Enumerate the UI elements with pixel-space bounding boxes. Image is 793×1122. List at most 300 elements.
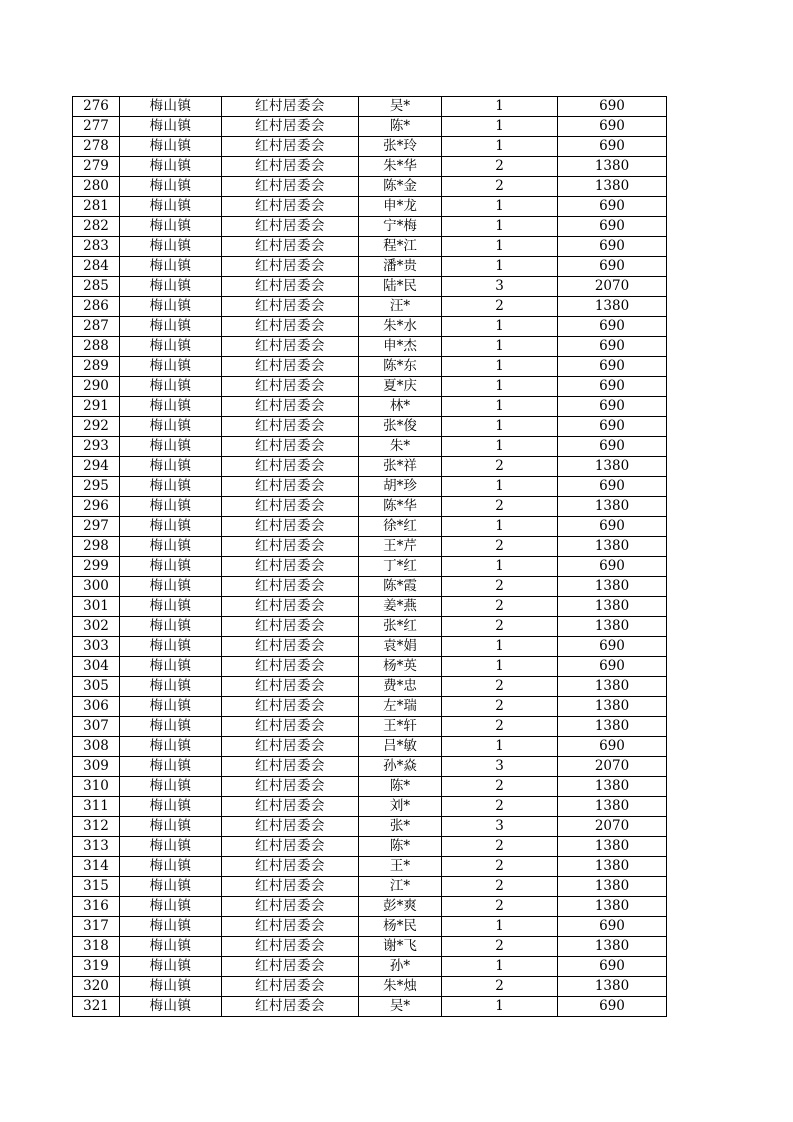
- household-count-cell: 1: [442, 997, 558, 1017]
- town-cell: 梅山镇: [120, 657, 222, 677]
- table-row: [73, 797, 667, 817]
- amount-cell: 1380: [558, 157, 667, 177]
- table-row: [73, 257, 667, 277]
- row-number-cell: 307: [73, 717, 120, 737]
- name-cell: 夏*庆: [359, 377, 442, 397]
- town-cell: 梅山镇: [120, 617, 222, 637]
- table-row: [73, 637, 667, 657]
- amount-cell: 1380: [558, 177, 667, 197]
- amount-cell: 690: [558, 197, 667, 217]
- table-row: [73, 317, 667, 337]
- household-count-cell: 1: [442, 197, 558, 217]
- household-count-cell: 2: [442, 977, 558, 997]
- household-count-cell: 1: [442, 477, 558, 497]
- town-cell: 梅山镇: [120, 237, 222, 257]
- row-number-cell: 309: [73, 757, 120, 777]
- community-cell: 红村居委会: [222, 237, 359, 257]
- name-cell: 陈*华: [359, 497, 442, 517]
- town-cell: 梅山镇: [120, 757, 222, 777]
- row-number-cell: 285: [73, 277, 120, 297]
- household-count-cell: 2: [442, 577, 558, 597]
- name-cell: 费*忠: [359, 677, 442, 697]
- amount-cell: 1380: [558, 297, 667, 317]
- amount-cell: 1380: [558, 877, 667, 897]
- community-cell: 红村居委会: [222, 277, 359, 297]
- amount-cell: 1380: [558, 717, 667, 737]
- amount-cell: 690: [558, 217, 667, 237]
- household-count-cell: 1: [442, 117, 558, 137]
- table-row: [73, 857, 667, 877]
- table-row: [73, 237, 667, 257]
- row-number-cell: 279: [73, 157, 120, 177]
- row-number-cell: 319: [73, 957, 120, 977]
- household-count-cell: 2: [442, 897, 558, 917]
- community-cell: 红村居委会: [222, 117, 359, 137]
- table-row: [73, 557, 667, 577]
- town-cell: 梅山镇: [120, 717, 222, 737]
- row-number-cell: 320: [73, 977, 120, 997]
- amount-cell: 1380: [558, 577, 667, 597]
- household-count-cell: 2: [442, 677, 558, 697]
- name-cell: 刘*: [359, 797, 442, 817]
- name-cell: 程*江: [359, 237, 442, 257]
- amount-cell: 1380: [558, 677, 667, 697]
- row-number-cell: 313: [73, 837, 120, 857]
- name-cell: 谢*飞: [359, 937, 442, 957]
- row-number-cell: 318: [73, 937, 120, 957]
- name-cell: 胡*珍: [359, 477, 442, 497]
- name-cell: 杨*民: [359, 917, 442, 937]
- town-cell: 梅山镇: [120, 397, 222, 417]
- row-number-cell: 299: [73, 557, 120, 577]
- household-count-cell: 1: [442, 97, 558, 117]
- table-row: [73, 477, 667, 497]
- row-number-cell: 293: [73, 437, 120, 457]
- table-row: [73, 457, 667, 477]
- amount-cell: 690: [558, 317, 667, 337]
- row-number-cell: 296: [73, 497, 120, 517]
- table-row: [73, 717, 667, 737]
- community-cell: 红村居委会: [222, 837, 359, 857]
- row-number-cell: 315: [73, 877, 120, 897]
- name-cell: 吴*: [359, 97, 442, 117]
- town-cell: 梅山镇: [120, 697, 222, 717]
- amount-cell: 1380: [558, 837, 667, 857]
- household-count-cell: 2: [442, 457, 558, 477]
- table-row: [73, 437, 667, 457]
- name-cell: 张*: [359, 817, 442, 837]
- table-row: [73, 957, 667, 977]
- town-cell: 梅山镇: [120, 217, 222, 237]
- name-cell: 陈*东: [359, 357, 442, 377]
- name-cell: 江*: [359, 877, 442, 897]
- community-cell: 红村居委会: [222, 537, 359, 557]
- amount-cell: 1380: [558, 497, 667, 517]
- community-cell: 红村居委会: [222, 937, 359, 957]
- table-row: [73, 277, 667, 297]
- town-cell: 梅山镇: [120, 537, 222, 557]
- household-count-cell: 2: [442, 797, 558, 817]
- household-count-cell: 1: [442, 317, 558, 337]
- community-cell: 红村居委会: [222, 557, 359, 577]
- amount-cell: 690: [558, 137, 667, 157]
- name-cell: 朱*烛: [359, 977, 442, 997]
- row-number-cell: 308: [73, 737, 120, 757]
- table-row: [73, 197, 667, 217]
- town-cell: 梅山镇: [120, 997, 222, 1017]
- table-row: [73, 177, 667, 197]
- household-count-cell: 1: [442, 437, 558, 457]
- household-count-cell: 1: [442, 557, 558, 577]
- amount-cell: 690: [558, 397, 667, 417]
- row-number-cell: 284: [73, 257, 120, 277]
- community-cell: 红村居委会: [222, 637, 359, 657]
- row-number-cell: 305: [73, 677, 120, 697]
- row-number-cell: 286: [73, 297, 120, 317]
- household-count-cell: 2: [442, 617, 558, 637]
- name-cell: 朱*水: [359, 317, 442, 337]
- community-cell: 红村居委会: [222, 617, 359, 637]
- town-cell: 梅山镇: [120, 97, 222, 117]
- amount-cell: 690: [558, 257, 667, 277]
- table-row: [73, 497, 667, 517]
- town-cell: 梅山镇: [120, 797, 222, 817]
- row-number-cell: 306: [73, 697, 120, 717]
- amount-cell: 690: [558, 657, 667, 677]
- table-row: [73, 537, 667, 557]
- name-cell: 杨*英: [359, 657, 442, 677]
- community-cell: 红村居委会: [222, 337, 359, 357]
- table-row: [73, 357, 667, 377]
- table-row: [73, 377, 667, 397]
- household-count-cell: 2: [442, 837, 558, 857]
- row-number-cell: 280: [73, 177, 120, 197]
- household-count-cell: 1: [442, 737, 558, 757]
- row-number-cell: 294: [73, 457, 120, 477]
- town-cell: 梅山镇: [120, 777, 222, 797]
- name-cell: 王*芹: [359, 537, 442, 557]
- household-count-cell: 1: [442, 257, 558, 277]
- row-number-cell: 314: [73, 857, 120, 877]
- name-cell: 袁*娟: [359, 637, 442, 657]
- community-cell: 红村居委会: [222, 257, 359, 277]
- table-body: [73, 97, 667, 1017]
- amount-cell: 1380: [558, 897, 667, 917]
- row-number-cell: 287: [73, 317, 120, 337]
- town-cell: 梅山镇: [120, 137, 222, 157]
- table-row: [73, 877, 667, 897]
- amount-cell: 1380: [558, 857, 667, 877]
- row-number-cell: 276: [73, 97, 120, 117]
- row-number-cell: 278: [73, 137, 120, 157]
- household-count-cell: 2: [442, 877, 558, 897]
- town-cell: 梅山镇: [120, 517, 222, 537]
- community-cell: 红村居委会: [222, 737, 359, 757]
- amount-cell: 1380: [558, 597, 667, 617]
- row-number-cell: 316: [73, 897, 120, 917]
- amount-cell: 1380: [558, 937, 667, 957]
- amount-cell: 690: [558, 417, 667, 437]
- table-row: [73, 997, 667, 1017]
- data-table: [72, 96, 667, 1017]
- town-cell: 梅山镇: [120, 497, 222, 517]
- community-cell: 红村居委会: [222, 817, 359, 837]
- table-row: [73, 917, 667, 937]
- amount-cell: 690: [558, 637, 667, 657]
- table-row: [73, 777, 667, 797]
- table-row: [73, 337, 667, 357]
- household-count-cell: 2: [442, 537, 558, 557]
- community-cell: 红村居委会: [222, 397, 359, 417]
- name-cell: 申*龙: [359, 197, 442, 217]
- amount-cell: 690: [558, 337, 667, 357]
- household-count-cell: 1: [442, 957, 558, 977]
- community-cell: 红村居委会: [222, 437, 359, 457]
- household-count-cell: 2: [442, 777, 558, 797]
- town-cell: 梅山镇: [120, 637, 222, 657]
- town-cell: 梅山镇: [120, 557, 222, 577]
- town-cell: 梅山镇: [120, 857, 222, 877]
- table-row: [73, 697, 667, 717]
- name-cell: 陈*: [359, 117, 442, 137]
- row-number-cell: 304: [73, 657, 120, 677]
- table-row: [73, 837, 667, 857]
- name-cell: 申*杰: [359, 337, 442, 357]
- household-count-cell: 1: [442, 237, 558, 257]
- table-row: [73, 737, 667, 757]
- name-cell: 张*祥: [359, 457, 442, 477]
- community-cell: 红村居委会: [222, 477, 359, 497]
- row-number-cell: 281: [73, 197, 120, 217]
- community-cell: 红村居委会: [222, 897, 359, 917]
- row-number-cell: 292: [73, 417, 120, 437]
- row-number-cell: 295: [73, 477, 120, 497]
- town-cell: 梅山镇: [120, 917, 222, 937]
- community-cell: 红村居委会: [222, 97, 359, 117]
- community-cell: 红村居委会: [222, 877, 359, 897]
- town-cell: 梅山镇: [120, 377, 222, 397]
- row-number-cell: 300: [73, 577, 120, 597]
- household-count-cell: 3: [442, 277, 558, 297]
- table-row: [73, 617, 667, 637]
- household-count-cell: 1: [442, 417, 558, 437]
- name-cell: 汪*: [359, 297, 442, 317]
- community-cell: 红村居委会: [222, 857, 359, 877]
- amount-cell: 690: [558, 997, 667, 1017]
- community-cell: 红村居委会: [222, 757, 359, 777]
- community-cell: 红村居委会: [222, 577, 359, 597]
- household-count-cell: 3: [442, 757, 558, 777]
- household-count-cell: 1: [442, 657, 558, 677]
- community-cell: 红村居委会: [222, 777, 359, 797]
- amount-cell: 2070: [558, 817, 667, 837]
- name-cell: 朱*华: [359, 157, 442, 177]
- community-cell: 红村居委会: [222, 217, 359, 237]
- community-cell: 红村居委会: [222, 677, 359, 697]
- name-cell: 陈*: [359, 837, 442, 857]
- name-cell: 左*瑞: [359, 697, 442, 717]
- row-number-cell: 277: [73, 117, 120, 137]
- name-cell: 宁*梅: [359, 217, 442, 237]
- town-cell: 梅山镇: [120, 577, 222, 597]
- community-cell: 红村居委会: [222, 917, 359, 937]
- name-cell: 孙*: [359, 957, 442, 977]
- name-cell: 陆*民: [359, 277, 442, 297]
- row-number-cell: 291: [73, 397, 120, 417]
- household-count-cell: 1: [442, 357, 558, 377]
- town-cell: 梅山镇: [120, 457, 222, 477]
- table-row: [73, 217, 667, 237]
- community-cell: 红村居委会: [222, 297, 359, 317]
- amount-cell: 2070: [558, 277, 667, 297]
- household-count-cell: 2: [442, 177, 558, 197]
- amount-cell: 690: [558, 437, 667, 457]
- household-count-cell: 2: [442, 597, 558, 617]
- row-number-cell: 302: [73, 617, 120, 637]
- town-cell: 梅山镇: [120, 257, 222, 277]
- row-number-cell: 312: [73, 817, 120, 837]
- amount-cell: 690: [558, 517, 667, 537]
- table-row: [73, 157, 667, 177]
- household-count-cell: 1: [442, 917, 558, 937]
- town-cell: 梅山镇: [120, 277, 222, 297]
- row-number-cell: 317: [73, 917, 120, 937]
- community-cell: 红村居委会: [222, 177, 359, 197]
- amount-cell: 690: [558, 357, 667, 377]
- community-cell: 红村居委会: [222, 317, 359, 337]
- town-cell: 梅山镇: [120, 337, 222, 357]
- town-cell: 梅山镇: [120, 477, 222, 497]
- community-cell: 红村居委会: [222, 457, 359, 477]
- name-cell: 陈*霞: [359, 577, 442, 597]
- community-cell: 红村居委会: [222, 197, 359, 217]
- community-cell: 红村居委会: [222, 957, 359, 977]
- household-count-cell: 1: [442, 137, 558, 157]
- table-row: [73, 937, 667, 957]
- table-row: [73, 137, 667, 157]
- town-cell: 梅山镇: [120, 937, 222, 957]
- name-cell: 丁*红: [359, 557, 442, 577]
- town-cell: 梅山镇: [120, 677, 222, 697]
- community-cell: 红村居委会: [222, 417, 359, 437]
- table-row: [73, 517, 667, 537]
- amount-cell: 690: [558, 917, 667, 937]
- amount-cell: 690: [558, 237, 667, 257]
- name-cell: 朱*: [359, 437, 442, 457]
- town-cell: 梅山镇: [120, 597, 222, 617]
- amount-cell: 690: [558, 737, 667, 757]
- community-cell: 红村居委会: [222, 357, 359, 377]
- row-number-cell: 301: [73, 597, 120, 617]
- amount-cell: 690: [558, 957, 667, 977]
- community-cell: 红村居委会: [222, 977, 359, 997]
- table-row: [73, 677, 667, 697]
- amount-cell: 1380: [558, 697, 667, 717]
- town-cell: 梅山镇: [120, 357, 222, 377]
- row-number-cell: 290: [73, 377, 120, 397]
- town-cell: 梅山镇: [120, 197, 222, 217]
- town-cell: 梅山镇: [120, 317, 222, 337]
- town-cell: 梅山镇: [120, 977, 222, 997]
- amount-cell: 1380: [558, 977, 667, 997]
- amount-cell: 690: [558, 117, 667, 137]
- amount-cell: 1380: [558, 617, 667, 637]
- name-cell: 陈*: [359, 777, 442, 797]
- community-cell: 红村居委会: [222, 797, 359, 817]
- name-cell: 林*: [359, 397, 442, 417]
- household-count-cell: 1: [442, 337, 558, 357]
- amount-cell: 1380: [558, 777, 667, 797]
- town-cell: 梅山镇: [120, 437, 222, 457]
- amount-cell: 1380: [558, 457, 667, 477]
- household-count-cell: 2: [442, 857, 558, 877]
- table-row: [73, 597, 667, 617]
- table-row: [73, 977, 667, 997]
- amount-cell: 690: [558, 477, 667, 497]
- amount-cell: 690: [558, 377, 667, 397]
- household-count-cell: 2: [442, 697, 558, 717]
- name-cell: 孙*焱: [359, 757, 442, 777]
- household-count-cell: 1: [442, 397, 558, 417]
- household-count-cell: 1: [442, 217, 558, 237]
- amount-cell: 690: [558, 97, 667, 117]
- town-cell: 梅山镇: [120, 897, 222, 917]
- amount-cell: 690: [558, 557, 667, 577]
- community-cell: 红村居委会: [222, 997, 359, 1017]
- household-count-cell: 1: [442, 517, 558, 537]
- amount-cell: 1380: [558, 797, 667, 817]
- household-count-cell: 2: [442, 717, 558, 737]
- name-cell: 潘*贵: [359, 257, 442, 277]
- community-cell: 红村居委会: [222, 517, 359, 537]
- community-cell: 红村居委会: [222, 137, 359, 157]
- name-cell: 张*玲: [359, 137, 442, 157]
- name-cell: 吴*: [359, 997, 442, 1017]
- table-row: [73, 417, 667, 437]
- table-row: [73, 117, 667, 137]
- name-cell: 吕*敏: [359, 737, 442, 757]
- town-cell: 梅山镇: [120, 877, 222, 897]
- row-number-cell: 288: [73, 337, 120, 357]
- town-cell: 梅山镇: [120, 297, 222, 317]
- household-count-cell: 1: [442, 637, 558, 657]
- row-number-cell: 298: [73, 537, 120, 557]
- household-count-cell: 2: [442, 157, 558, 177]
- amount-cell: 1380: [558, 537, 667, 557]
- community-cell: 红村居委会: [222, 597, 359, 617]
- row-number-cell: 310: [73, 777, 120, 797]
- table-row: [73, 757, 667, 777]
- name-cell: 王*轩: [359, 717, 442, 737]
- table-row: [73, 817, 667, 837]
- town-cell: 梅山镇: [120, 957, 222, 977]
- town-cell: 梅山镇: [120, 737, 222, 757]
- row-number-cell: 321: [73, 997, 120, 1017]
- row-number-cell: 297: [73, 517, 120, 537]
- household-count-cell: 2: [442, 297, 558, 317]
- town-cell: 梅山镇: [120, 117, 222, 137]
- name-cell: 姜*燕: [359, 597, 442, 617]
- community-cell: 红村居委会: [222, 717, 359, 737]
- name-cell: 王*: [359, 857, 442, 877]
- town-cell: 梅山镇: [120, 417, 222, 437]
- table-row: [73, 297, 667, 317]
- household-count-cell: 2: [442, 497, 558, 517]
- town-cell: 梅山镇: [120, 177, 222, 197]
- row-number-cell: 311: [73, 797, 120, 817]
- community-cell: 红村居委会: [222, 157, 359, 177]
- community-cell: 红村居委会: [222, 377, 359, 397]
